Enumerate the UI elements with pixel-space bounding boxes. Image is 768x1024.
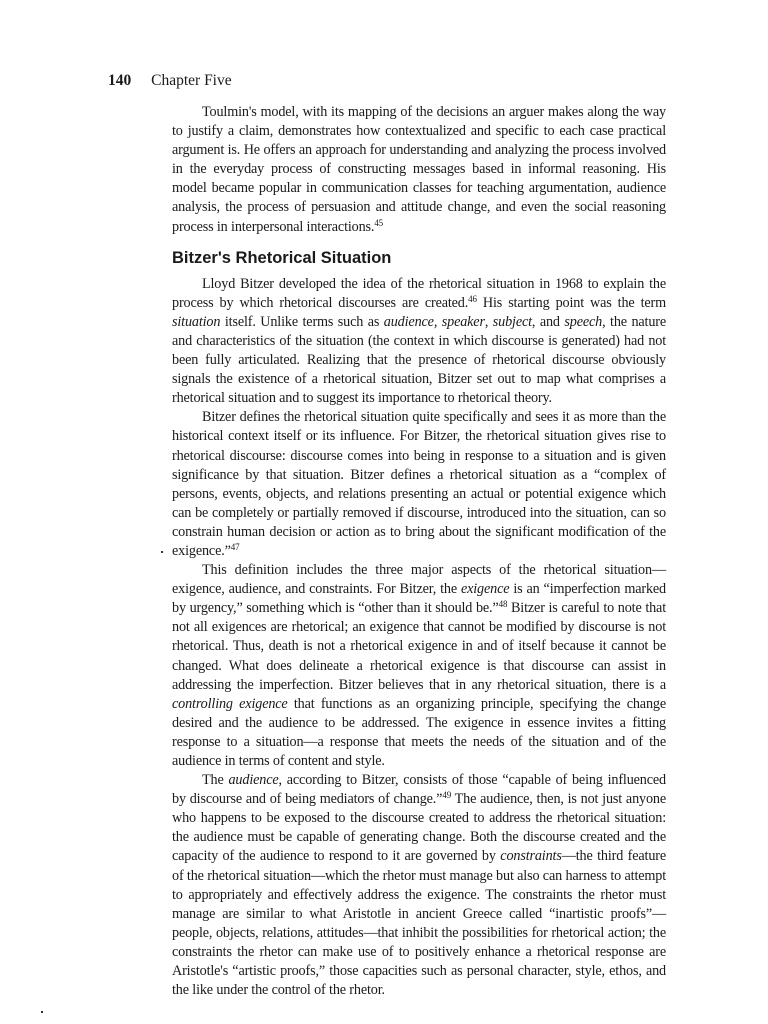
footnote-ref-45: 45 [374,217,384,228]
paragraph-exigence: This definition includes the three major aspects of the rhetorical situation—exigence, audience, and constraints. For Bitzer, the exigence is an “imperfection marked by urgency,” something which is “other than it should be.”$^{48}$ Bitzer is careful to note that not all exigences are rhetorical; an exigence that cannot be modified by discourse is not rhetorical. Thus, death is not a rhetorical exigence in and of itself because it cannot be changed. What does delineate a rhetorical exigence is that discourse can assist in addressing the imperfection. Bitzer believes that in any rhetorical situation, there is a controlling exigence that functions as an organizing principle, specifying the change desired and the audience to be addressed. The exigence in essence invites a fitting response to a situation—a response that meets the needs of the situation and of the audience in terms of content and style. [172,562,666,769]
chapter-title: Chapter Five [151,72,232,89]
term-controlling-exigence: controlling exigence [172,695,288,712]
term-subject: subject [492,313,532,330]
running-header [108,71,232,91]
footnote-ref-49: 49 [442,790,452,801]
intro-paragraph: Toulmin's model, with its mapping of the decisions an arguer makes along the way to justify a claim, demonstrates how contextualized and specific to each case practical argument is. He offers an approach for understanding and analyzing the process involved in the everyday process of constructing messages based in informal reasoning. His model became popular in communication classes for teaching argumentation, audience analysis, the process of persuasion and attitude change, and even the social reasoning process in interpersonal interactions.$^{45}$ [172,104,666,235]
term-speech: speech [564,313,603,330]
scan-speck [41,1011,43,1013]
footnote-ref-48: 48 [498,599,508,610]
footnote-ref-46: 46 [468,293,477,304]
paragraph-definition: Bitzer defines the rhetorical situation quite specifically and sees it as more than the historical context itself or its influence. For Bitzer, the rhetorical situation gives rise to rhetorical discourse: discourse comes into being in response to a situation and is given significance by that situation. Bitzer defines a rhetorical situation as a “complex of persons, events, objects, and relations presenting an actual or potential exigence which can be completely or partially removed if discourse, introduced into the situation, can so constrain human decision or action as to bring about the significant modification of the exigence.”$^{47}$ [172,409,666,559]
term-audience-2: audience [228,772,279,789]
term-speaker: speaker [441,313,485,330]
scan-speck [161,551,163,553]
paragraph-origin: Lloyd Bitzer developed the idea of the rhetorical situation in 1968 to explain the process by which rhetorical discourses are created.$^{46}$ His starting point was the term situation itself. Unlike terms such as audience, speaker, subject, and speech, the nature and characteristics of the situation (the context in which discourse is generated) had not been fully articulated. Realizing that the presence of rhetorical discourse obviously signals the existence of a rhetorical situation, Bitzer set out to map what comprises a rhetorical situation and to suggest its importance to rhetorical theory. [172,275,667,407]
page-number: 140 [108,72,132,89]
body-text [172,103,666,1000]
term-situation: situation [172,313,221,330]
footnote-ref-47: 47 [230,541,240,552]
paragraph-audience: The audience, according to Bitzer, consists of those “capable of being influenced by discourse and of being mediators of change.”$^{49}$ The audience, then, is not just anyone who happens to be exposed to the discourse created to address the rhetorical situation: the audience must be capable of generating change. Both the discourse created and the capacity of the audience to respond to it are governed by constraints—the third feature of the rhetorical situation—which the rhetor must manage but also can harness to attempt to appropriately and effectively address the exigence. The constraints the rhetor must manage are similar to what Aristotle in ancient Greece called “inartistic proofs”—people, objects, relations, attitudes—that inhibit the possibilities for rhetorical action; the constraints the rhetor can make use of to positively enhance a rhetorical response are Aristotle's “artistic proofs,” those capacities such as personal character, style, ethos, and the like under the control of the rhetor. [172,772,666,999]
term-constraints: constraints [500,848,562,865]
term-audience: audience [383,313,434,330]
section-heading: Bitzer's Rhetorical Situation [172,248,392,267]
term-exigence: exigence [460,581,510,598]
